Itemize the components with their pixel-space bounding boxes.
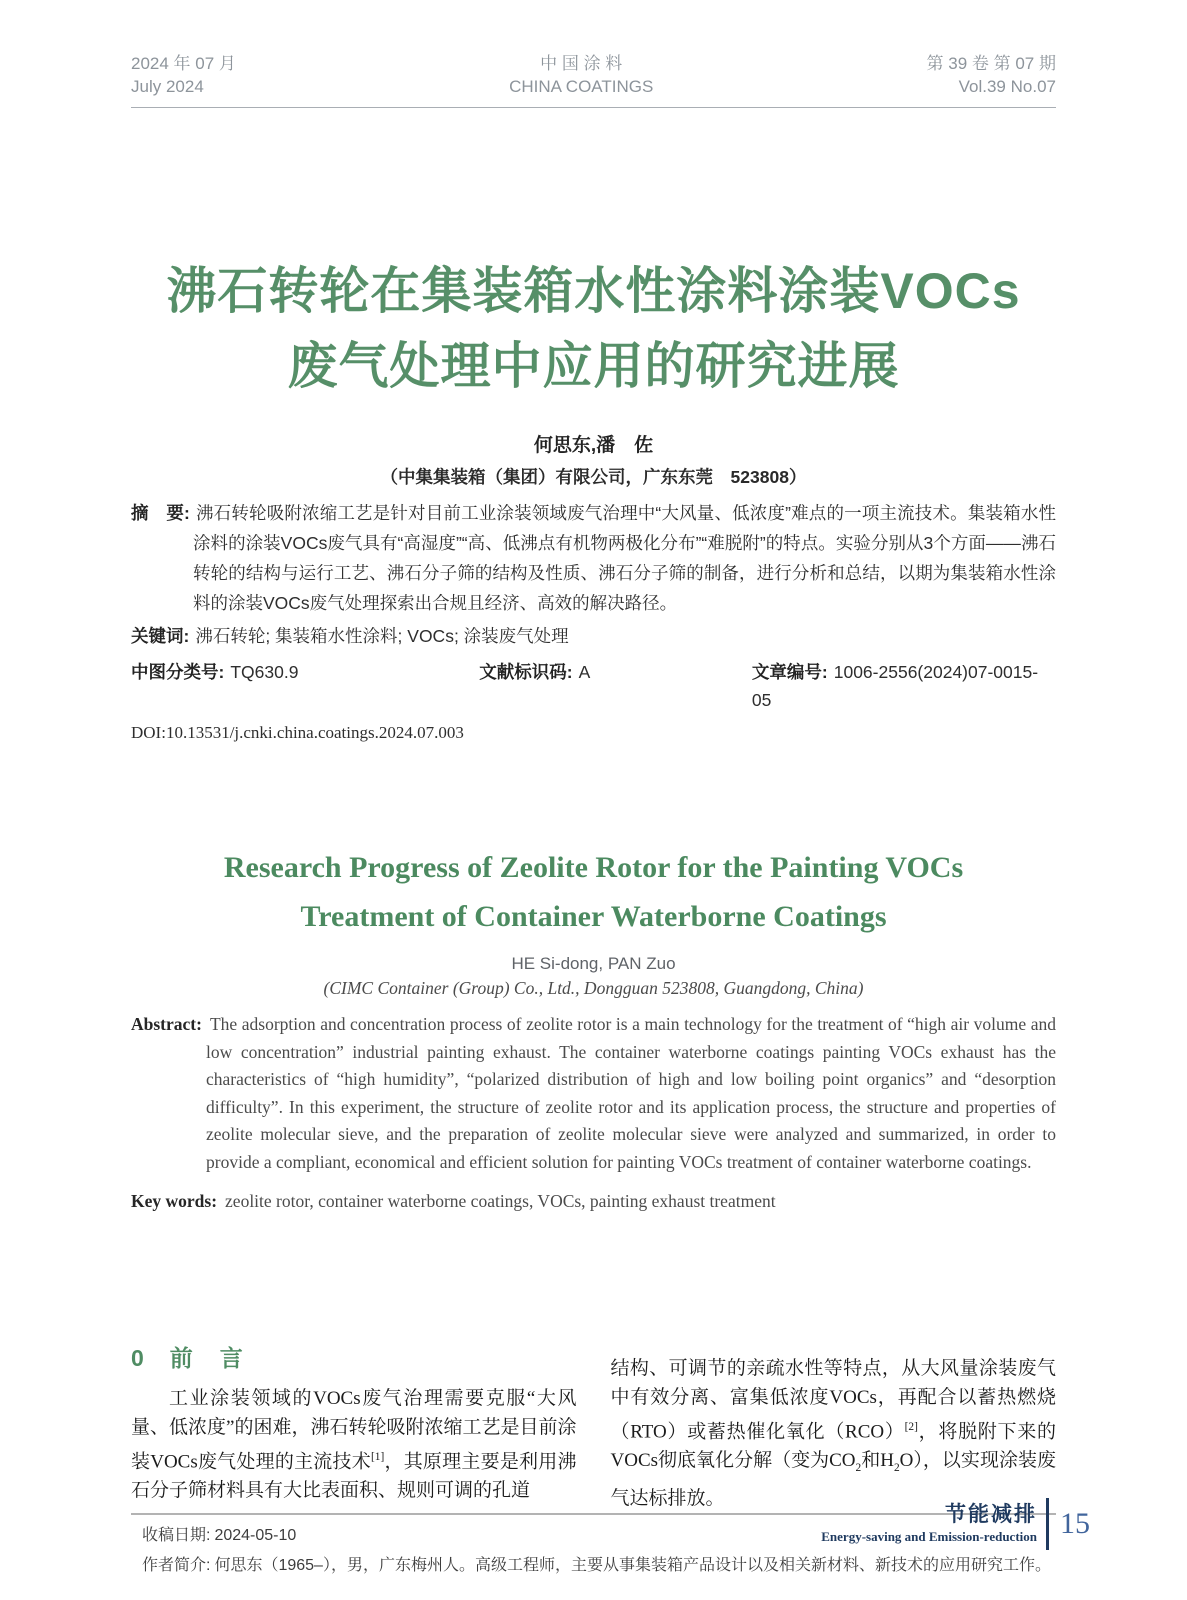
body-left-text-1: 工业涂装领域的VOCs废气治理需要克服“大风量、低浓度”的困难，沸石转轮吸附浓缩工艺是目前涂装VOCs废气处理的主流技术 xyxy=(131,1387,577,1472)
abstract-en xyxy=(131,1011,1056,1176)
column-name-en: Energy-saving and Emission-reduction xyxy=(821,1529,1037,1544)
footer-divider-bar xyxy=(1046,1498,1049,1550)
header-date-cn: 2024 年 07 月 xyxy=(131,54,236,73)
page-number: 15 xyxy=(1060,1507,1090,1540)
article-id-label: 文章编号: xyxy=(751,662,828,682)
co2-subscript: 2 xyxy=(855,1462,862,1475)
author-bio-label: 作者简介: xyxy=(142,1557,211,1575)
section-0-title: 前 言 xyxy=(169,1344,245,1371)
classification-row xyxy=(131,658,1056,714)
header-issue-date xyxy=(131,52,236,98)
keywords-en-text: zeolite rotor, container waterborne coatings, VOCs, painting exhaust treatment xyxy=(225,1191,776,1211)
header-date-en: July 2024 xyxy=(131,77,204,96)
article-id-value: 1006-2556(2024)07-0015-05 xyxy=(751,662,1039,710)
keywords-cn xyxy=(131,621,1056,651)
body-left-text-2: ，其原理主要是利用沸石分子筛材料具有大比表面积、规则可调的孔道 xyxy=(131,1450,577,1502)
article-title-cn xyxy=(131,254,1056,404)
doi: DOI:10.13531/j.cnki.china.coatings.2024.07.003 xyxy=(131,723,464,742)
header-volume-issue xyxy=(927,52,1056,98)
h2o-subscript: 2 xyxy=(893,1462,900,1475)
header-issue-en: Vol.39 No.07 xyxy=(958,77,1056,96)
journal-header xyxy=(131,0,1056,108)
abstract-en-label: Abstract: xyxy=(131,1014,202,1034)
article-title-cn-line2: 废气处理中应用的研究进展 xyxy=(287,338,900,394)
authors-cn: 何思东,潘 佐 xyxy=(533,435,654,456)
author-bio-value: 何思东（1965–），男，广东梅州人。高级工程师，主要从事集装箱产品设计以及相关新材料、新技术的应用研究工作。 xyxy=(214,1557,1051,1575)
section-0-number: 0 xyxy=(131,1344,146,1371)
document-code xyxy=(479,658,752,714)
header-journal-name xyxy=(509,52,653,98)
body-paragraph-right xyxy=(611,1354,1057,1514)
body-paragraph-left xyxy=(131,1384,577,1506)
clc-number xyxy=(131,658,479,714)
body-column-left xyxy=(131,1342,577,1514)
header-issue-cn: 第 39 卷 第 07 期 xyxy=(926,54,1056,73)
abstract-en-text: The adsorption and concentration process of zeolite rotor is a main technology for the treatment of “high air volume and low concentration” industrial painting exhaust. The container waterborne coatings painting VOCs exhaust has the characteristics of “high humidity”, “polarized distribution of high and low boiling point organics” and “desorption difficulty”. In this experiment, the structure of zeolite rotor and its application process, the structure and properties of zeolite molecular sieve, and the preparation of zeolite molecular sieve were analyzed and summarized, in order to provide a compliant, economical and efficient solution for painting VOCs treatment of container waterborne coatings. xyxy=(206,1014,1056,1172)
body-right-text-3: 和H xyxy=(861,1450,894,1472)
clc-value: TQ630.9 xyxy=(230,662,299,682)
abstract-cn-label: 摘 要: xyxy=(131,503,190,523)
keywords-en-label: Key words: xyxy=(131,1191,218,1211)
affiliation-en: (CIMC Container (Group) Co., Ltd., Dongguan 523808, Guangdong, China) xyxy=(323,978,864,998)
keywords-cn-text: 沸石转轮; 集装箱水性涂料; VOCs; 涂装废气处理 xyxy=(195,626,569,646)
received-date-label: 收稿日期: xyxy=(142,1527,211,1545)
article-title-en-line2: Treatment of Container Waterborne Coatings xyxy=(300,900,887,933)
citation-2: [2] xyxy=(904,1420,918,1433)
column-name-cn: 节能减排 xyxy=(945,1503,1037,1526)
author-bio-note xyxy=(131,1554,1056,1578)
article-title-en-line1: Research Progress of Zeolite Rotor for the Painting VOCs xyxy=(223,851,964,884)
keywords-cn-label: 关键词: xyxy=(131,626,190,646)
body-column-right xyxy=(611,1342,1057,1514)
article-id xyxy=(752,658,1056,714)
section-0-heading xyxy=(131,1342,577,1374)
abstract-cn-text: 沸石转轮吸附浓缩工艺是针对目前工业涂装领域废气治理中“大风量、低浓度”难点的一项主流技术。集装箱水性涂料的涂装VOCs废气具有“高湿度”“高、低沸点有机物两极化分布”“难脱附”的特点。实验分别从3个方面——沸石转轮的结构与运行工艺、沸石分子筛的结构及性质、沸石分子筛的制备，进行分析和总结，以期为集装箱水性涂料的涂装VOCs废气处理探索出合规且经济、高效的解决路径。 xyxy=(193,503,1057,613)
received-date-value: 2024-05-10 xyxy=(214,1527,297,1545)
page-footer xyxy=(821,1498,1090,1550)
body-right-text-2: ，将脱附下来的VOCs彻底氧化分解（变为CO xyxy=(610,1420,1056,1472)
body-right-text-1: 结构、可调节的亲疏水性等特点，从大风量涂装废气中有效分离、富集低浓度VOCs，再配合以蓄热燃烧（RTO）或蓄热催化氧化（RCO） xyxy=(610,1357,1056,1442)
header-journal-cn: 中 国 涂 料 xyxy=(540,54,623,73)
abstract-cn xyxy=(131,498,1056,618)
article-title-cn-line1: 沸石转轮在集装箱水性涂料涂装VOCs xyxy=(166,263,1021,319)
clc-label: 中图分类号: xyxy=(131,662,225,682)
body-columns xyxy=(131,1342,1056,1514)
authors-en: HE Si-dong, PAN Zuo xyxy=(511,954,676,973)
header-journal-en: CHINA COATINGS xyxy=(509,77,654,96)
article-title-en xyxy=(131,843,1056,941)
column-name xyxy=(821,1502,1037,1546)
citation-1: [1] xyxy=(370,1450,385,1463)
affiliation-cn: （中集集装箱（集团）有限公司，广东东莞 523808） xyxy=(380,467,807,487)
keywords-en xyxy=(131,1188,1056,1216)
document-code-label: 文献标识码: xyxy=(479,662,573,682)
body-right-text-4: O），以实现涂装废气达标排放。 xyxy=(610,1450,1056,1509)
document-code-value: A xyxy=(578,662,591,682)
